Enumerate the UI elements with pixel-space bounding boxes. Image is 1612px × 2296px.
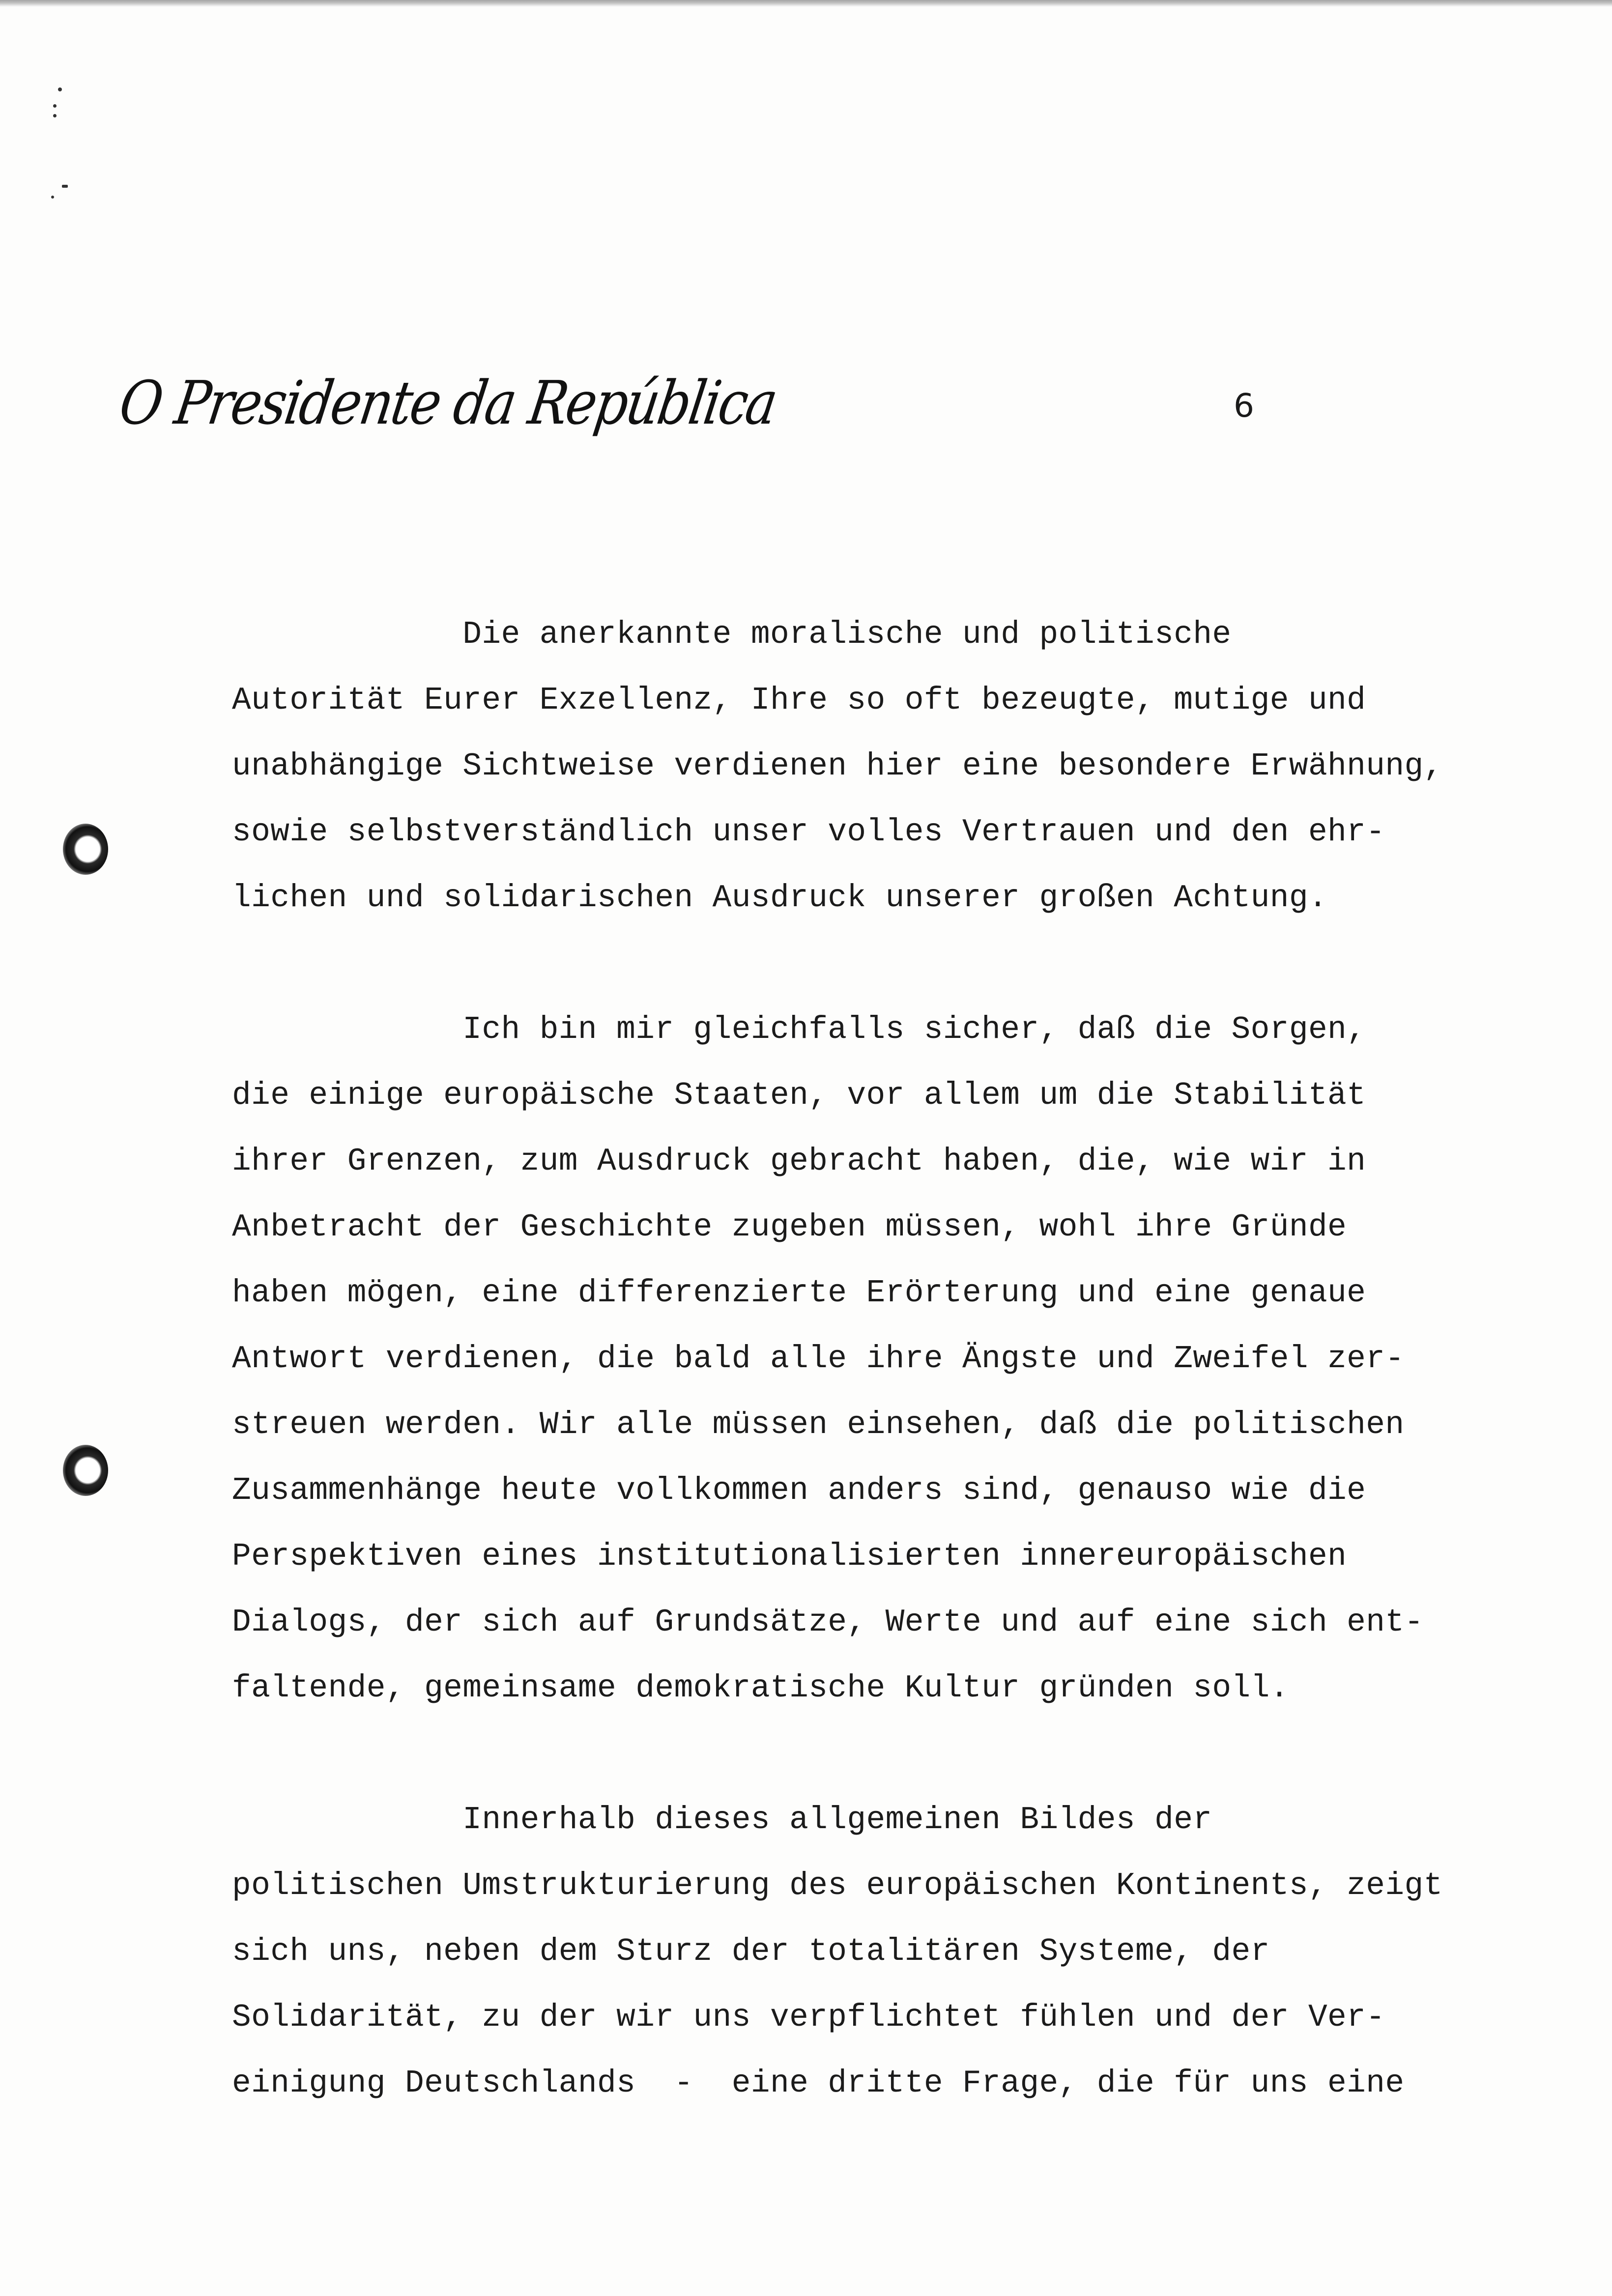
paragraph-2 — [232, 997, 1520, 1722]
text-line: sich uns, neben dem Sturz der totalitären Systeme, der — [232, 1934, 1270, 1970]
paragraph-gap — [232, 1722, 1520, 1787]
text-line: Dialogs, der sich auf Grundsätze, Werte und auf eine sich ent- — [232, 1605, 1424, 1640]
text-line: Innerhalb dieses allgemeinen Bildes der — [232, 1802, 1212, 1838]
punch-hole-lower — [63, 1445, 108, 1496]
body-text — [232, 602, 1520, 2117]
scan-speck — [53, 114, 57, 117]
text-line: haben mögen, eine differenzierte Erörterung und eine genaue — [232, 1275, 1366, 1311]
page-number: 6 — [1234, 387, 1254, 425]
text-line: Ich bin mir gleichfalls sicher, daß die Sorgen, — [232, 1012, 1366, 1048]
scan-speck — [62, 185, 68, 188]
scan-speck — [51, 196, 54, 199]
text-line: Solidarität, zu der wir uns verpflichtet fühlen und der Ver- — [232, 2000, 1385, 2036]
text-line: die einige europäische Staaten, vor allem um die Stabilität — [232, 1078, 1366, 1114]
text-line: ihrer Grenzen, zum Ausdruck gebracht haben, die, wie wir in — [232, 1144, 1366, 1179]
paragraph-3 — [232, 1787, 1520, 2117]
text-line: einigung Deutschlands - eine dritte Frage, die für uns eine — [232, 2066, 1405, 2101]
scan-speck — [58, 87, 62, 91]
text-line: unabhängige Sichtweise verdienen hier eine besondere Erwähnung, — [232, 748, 1443, 784]
scan-edge — [0, 0, 1612, 7]
text-line: Perspektiven eines institutionalisierten innereuropäischen — [232, 1539, 1347, 1575]
text-line: Anbetracht der Geschichte zugeben müssen, wohl ihre Gründe — [232, 1209, 1347, 1245]
text-line: faltende, gemeinsame demokratische Kultur gründen soll. — [232, 1670, 1289, 1706]
scan-speck — [53, 104, 57, 108]
text-line: Die anerkannte moralische und politische — [232, 617, 1232, 653]
paragraph-1 — [232, 602, 1520, 931]
text-line: Autorität Eurer Exzellenz, Ihre so oft bezeugte, mutige und — [232, 683, 1366, 718]
letterhead-title: O Presidente da República — [115, 368, 781, 438]
paragraph-gap — [232, 931, 1520, 997]
text-line: politischen Umstrukturierung des europäischen Kontinents, zeigt — [232, 1868, 1443, 1904]
text-line: Antwort verdienen, die bald alle ihre Ängste und Zweifel zer- — [232, 1341, 1405, 1377]
punch-hole-upper — [63, 824, 108, 875]
text-line: sowie selbstverständlich unser volles Vertrauen und den ehr- — [232, 814, 1385, 850]
text-line: lichen und solidarischen Ausdruck unserer großen Achtung. — [232, 880, 1328, 916]
text-line: streuen werden. Wir alle müssen einsehen, daß die politischen — [232, 1407, 1405, 1443]
text-line: Zusammenhänge heute vollkommen anders sind, genauso wie die — [232, 1473, 1366, 1509]
